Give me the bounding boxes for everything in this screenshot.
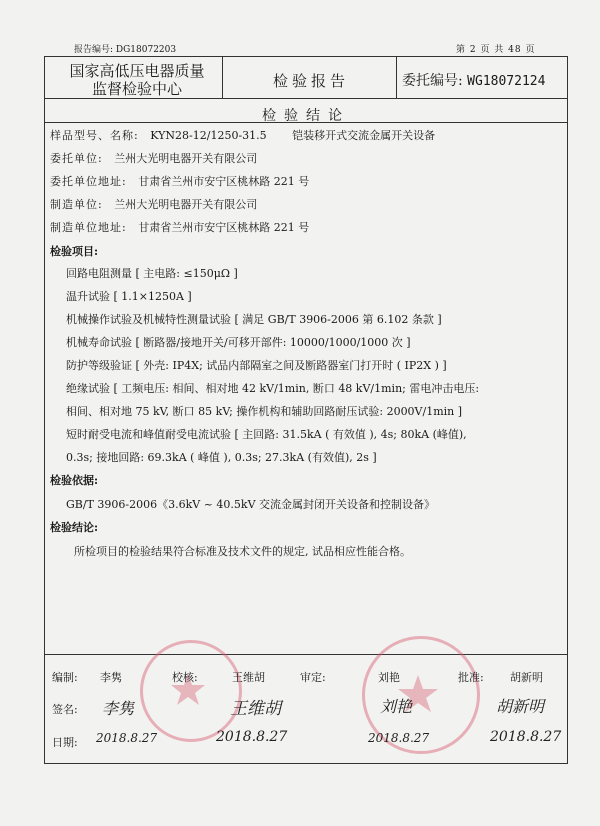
reviewer-date: 2018.8.27 <box>368 731 430 745</box>
maker-address-label: 制造单位地址: <box>50 221 127 234</box>
client-label: 委托单位: <box>50 152 103 165</box>
test-item: 温升试验 [ 1.1×1250A ] <box>66 290 192 303</box>
maker-value: 兰州大光明电器开关有限公司 <box>114 198 258 211</box>
compiler-label: 编制: <box>52 671 78 684</box>
client-address-row <box>50 173 309 189</box>
header-vline-2 <box>396 56 397 98</box>
maker-address-row <box>50 219 309 235</box>
entrust-value: WG18072124 <box>467 74 546 89</box>
client-row <box>50 150 257 166</box>
checker-label: 校核: <box>172 671 198 684</box>
maker-address-value: 甘肃省兰州市安宁区桃林路 221 号 <box>138 221 310 234</box>
basis-value: GB/T 3906-2006《3.6kV ~ 40.5kV 交流金属封闭开关设备和控制设备》 <box>66 498 436 511</box>
star-icon <box>365 639 471 745</box>
approver-label: 批准: <box>458 671 484 684</box>
reviewer-label: 审定: <box>300 671 326 684</box>
approver-date: 2018.8.27 <box>490 729 562 745</box>
entrust-number <box>402 70 568 90</box>
entrust-label: 委托编号: <box>402 73 463 89</box>
section-title: 检验结论 <box>262 108 350 124</box>
org-line-1: 国家高低压电器质量 <box>69 62 205 80</box>
header-divider <box>44 98 568 99</box>
maker-label: 制造单位: <box>50 198 103 211</box>
test-item: 短时耐受电流和峰值耐受电流试验 [ 主回路: 31.5kA ( 有效值 ), 4s; 80kA (峰值), <box>66 428 467 441</box>
test-item: 机械操作试验及机械特性测量试验 [ 满足 GB/T 3906-2006 第 6.102 条款 ] <box>66 313 442 326</box>
test-item: 防护等级验证 [ 外壳: IP4X; 试品内部隔室之间及断路器室门打开时 ( IP2X ) ] <box>66 359 447 372</box>
model-value: KYN28-12/1250-31.5 <box>150 129 267 142</box>
compiler-signature: 李隽 <box>102 699 135 718</box>
client-value: 兰州大光明电器开关有限公司 <box>114 152 258 165</box>
org-line-2: 监督检验中心 <box>91 80 182 98</box>
compiler-date: 2018.8.27 <box>96 731 158 745</box>
approver-signature: 胡新明 <box>496 697 545 716</box>
reviewer-signature: 刘艳 <box>380 697 413 716</box>
checker-signature: 王维胡 <box>230 699 281 719</box>
model-label: 样品型号、名称: <box>50 129 139 142</box>
conclusion-value: 所检项目的检验结果符合标准及技术文件的规定, 试品相应性能合格。 <box>74 545 411 558</box>
basis-label: 检验依据: <box>50 474 99 487</box>
checker-name: 王维胡 <box>232 671 265 684</box>
star-icon <box>143 643 233 733</box>
test-item-continued: 0.3s; 接地回路: 69.3kA ( 峰值 ), 0.3s; 27.3kA (有效值), 2s ] <box>66 451 377 464</box>
page-number: 第 2 页 共 48 页 <box>456 45 536 55</box>
compiler-name: 李隽 <box>100 671 122 684</box>
test-item: 机械寿命试验 [ 断路器/接地开关/可移开部件: 10000/1000/1000 次 ] <box>66 336 411 349</box>
header-vline-1 <box>222 56 223 98</box>
signature-divider <box>44 654 568 655</box>
sign-label: 签名: <box>52 703 78 716</box>
report-title: 检验报告 <box>272 72 349 90</box>
test-item: 绝缘试验 [ 工频电压: 相间、相对地 42 kV/1min, 断口 48 kV/1min; 雷电冲击电压: <box>66 382 480 395</box>
issuing-organization <box>52 62 222 98</box>
report-number: 报告编号: DG18072203 <box>74 45 177 55</box>
conclusion-label: 检验结论: <box>50 521 99 534</box>
date-label: 日期: <box>52 736 78 749</box>
maker-row <box>50 196 257 212</box>
client-address-label: 委托单位地址: <box>50 175 127 188</box>
test-item: 回路电阻测量 [ 主电路: ≤150μΩ ] <box>66 267 238 280</box>
test-item-continued: 相间、相对地 75 kV, 断口 85 kV; 操作机构和辅助回路耐压试验: 2000V/1min ] <box>66 405 463 418</box>
client-address-value: 甘肃省兰州市安宁区桃林路 221 号 <box>138 175 310 188</box>
model-name: 铠装移开式交流金属开关设备 <box>292 129 436 142</box>
sample-model-row <box>50 127 435 143</box>
approver-name: 胡新明 <box>510 671 543 684</box>
reviewer-name: 刘艳 <box>378 671 400 684</box>
checker-date: 2018.8.27 <box>216 729 288 745</box>
items-label: 检验项目: <box>50 245 99 258</box>
inspection-seal-left <box>140 640 242 742</box>
